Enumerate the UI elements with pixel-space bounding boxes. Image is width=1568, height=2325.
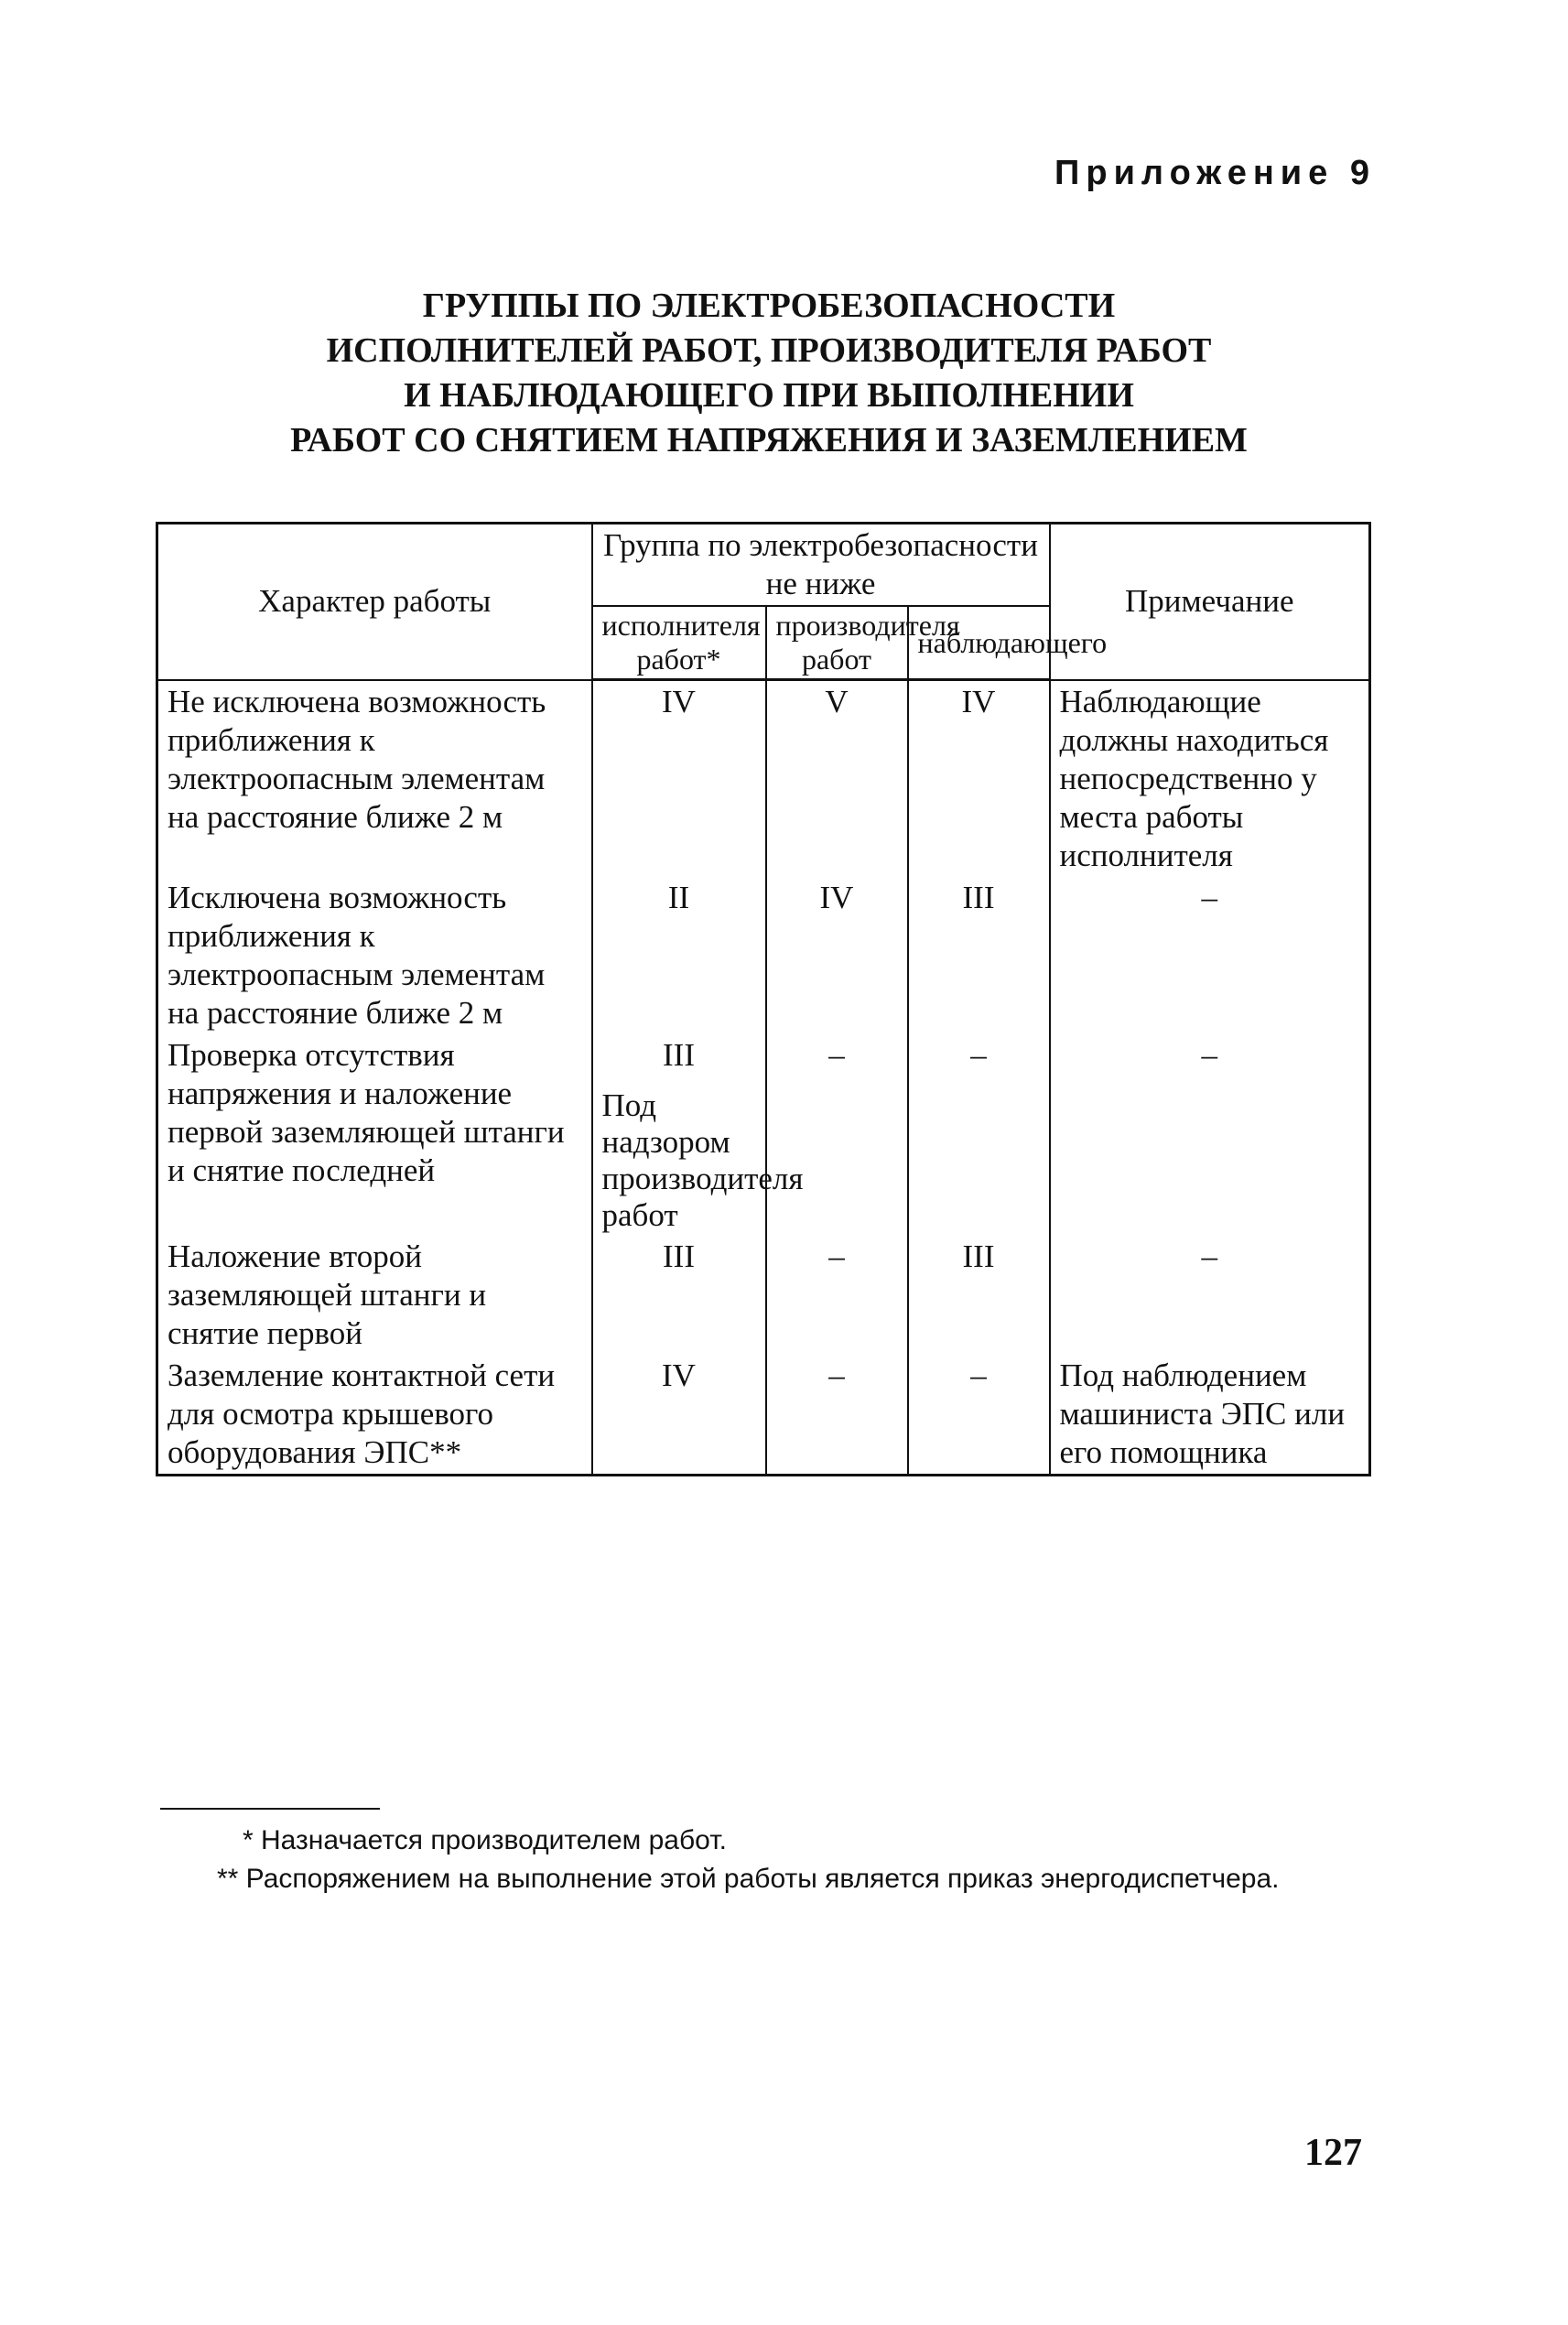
cell-note: – [1050,1034,1370,1236]
cell-executors-value: III [663,1036,695,1073]
cell-work: Проверка отсутствия напряжения и наложение первой заземляющей штанги и снятие последней [157,1034,592,1236]
cell-manager: V [766,680,908,877]
table-row [157,1355,1370,1476]
footnote-divider [160,1808,380,1810]
page-title [146,284,1391,463]
cell-observer: III [908,1236,1050,1355]
column-header-work: Характер работы [157,524,592,680]
cell-executors [592,1236,766,1355]
cell-note: – [1050,1236,1370,1355]
cell-observer: IV [908,680,1050,877]
footnote-2: ** Распоряжением на выполнение этой работы является приказ энергодиспетчера. [217,1864,1280,1894]
cell-executors-supervision-note: Под надзором производителя работ [601,1087,804,1233]
cell-executors-value: IV [662,684,696,719]
cell-work: Заземление контактной сети для осмотра крышевого оборудования ЭПС** [157,1355,592,1476]
cell-executors-value: II [667,879,690,915]
cell-manager: – [766,1236,908,1355]
cell-observer: – [908,1034,1050,1236]
cell-executors-value: III [663,1238,695,1274]
column-header-observer: наблюдающего [908,606,1050,680]
cell-manager: – [766,1034,908,1236]
table-row [157,877,1370,1034]
cell-note: Под наблюдением машиниста ЭПС или его помощника [1050,1355,1370,1476]
table-row [157,1034,1370,1236]
cell-executors [592,1355,766,1476]
cell-work: Не исключена возможность приближения к электроопасным элементам на расстояние ближе 2 м [157,680,592,877]
column-header-manager: производителя работ [766,606,908,680]
safety-groups-table [156,522,1371,1476]
cell-note: Наблюдающие должны находиться непосредственно у места работы исполнителя [1050,680,1370,877]
cell-work: Наложение второй заземляющей штанги и снятие первой [157,1236,592,1355]
page-number: 127 [1304,2132,1362,2174]
column-header-group: Группа по электробезопасности не ниже [592,524,1050,607]
cell-executors [592,680,766,877]
cell-executors [592,877,766,1034]
title-line: ГРУППЫ ПО ЭЛЕКТРОБЕЗОПАСНОСТИ [422,287,1116,325]
footnote-1: * Назначается производителем работ. [243,1825,727,1855]
cell-observer: – [908,1355,1050,1476]
cell-manager: – [766,1355,908,1476]
cell-note: – [1050,877,1370,1034]
footnotes [160,1822,1378,1898]
cell-executors [592,1034,804,1236]
cell-work: Исключена возможность приближения к электроопасным элементам на расстояние ближе 2 м [157,877,592,1034]
column-header-executors: исполнителя работ* [592,606,766,680]
cell-manager: IV [766,877,908,1034]
title-line: РАБОТ СО СНЯТИЕМ НАПРЯЖЕНИЯ И ЗАЗЕМЛЕНИЕМ [290,421,1248,460]
title-line: И НАБЛЮДАЮЩЕГО ПРИ ВЫПОЛНЕНИИ [404,376,1134,415]
cell-executors-value: IV [662,1357,696,1393]
appendix-label: Приложение 9 [1054,154,1376,192]
title-line: ИСПОЛНИТЕЛЕЙ РАБОТ, ПРОИЗВОДИТЕЛЯ РАБОТ [326,331,1212,370]
column-header-note: Примечание [1050,524,1370,680]
table-row [157,680,1370,877]
cell-observer: III [908,877,1050,1034]
table-row [157,1236,1370,1355]
